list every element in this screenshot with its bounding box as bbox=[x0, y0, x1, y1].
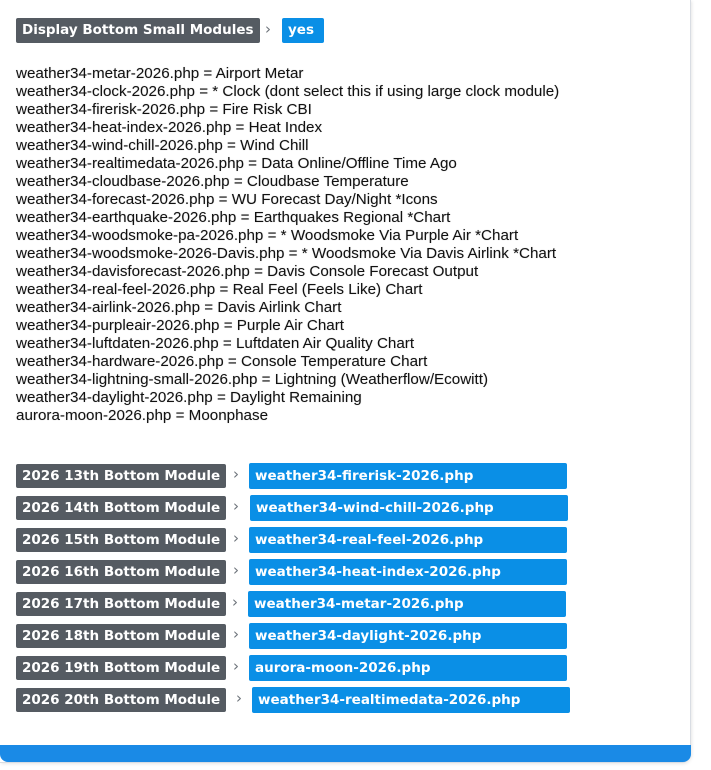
list-item: weather34-metar-2026.php = Airport Metar bbox=[16, 65, 304, 82]
list-item: weather34-heat-index-2026.php = Heat Index bbox=[16, 119, 323, 136]
list-item: weather34-purpleair-2026.php = Purple Air Chart bbox=[16, 317, 344, 334]
module-select[interactable]: weather34-daylight-2026.php bbox=[249, 623, 567, 649]
list-item: weather34-luftdaten-2026.php = Luftdaten Air Quality Chart bbox=[16, 335, 415, 352]
list-item: weather34-clock-2026.php = * Clock (dont select this if using large clock module) bbox=[16, 83, 560, 100]
list-item: weather34-real-feel-2026.php = Real Feel (Feels Like) Chart bbox=[16, 281, 423, 298]
module-label: 2026 16th Bottom Module bbox=[16, 560, 226, 584]
module-select[interactable]: weather34-heat-index-2026.php bbox=[249, 559, 567, 585]
module-label: 2026 17th Bottom Module bbox=[16, 592, 226, 616]
list-item: weather34-firerisk-2026.php = Fire Risk CBI bbox=[16, 101, 312, 118]
chevron-right-icon: › bbox=[233, 465, 239, 483]
list-item: weather34-woodsmoke-2026-Davis.php = * Woodsmoke Via Davis Airlink *Chart bbox=[16, 245, 557, 262]
module-label: 2026 19th Bottom Module bbox=[16, 656, 226, 680]
module-label: 2026 18th Bottom Module bbox=[16, 624, 226, 648]
footer-bar bbox=[0, 745, 691, 762]
chevron-right-icon: › bbox=[233, 625, 239, 643]
list-item: weather34-airlink-2026.php = Davis Airlink Chart bbox=[16, 299, 342, 316]
list-item: weather34-lightning-small-2026.php = Lightning (Weatherflow/Ecowitt) bbox=[16, 371, 489, 388]
list-item: weather34-earthquake-2026.php = Earthquakes Regional *Chart bbox=[16, 209, 451, 226]
module-label: 2026 15th Bottom Module bbox=[16, 528, 226, 552]
list-item: weather34-forecast-2026.php = WU Forecast Day/Night *Icons bbox=[16, 191, 438, 208]
list-item: weather34-wind-chill-2026.php = Wind Chill bbox=[16, 137, 309, 154]
chevron-right-icon: › bbox=[233, 561, 239, 579]
chevron-right-icon: › bbox=[233, 529, 239, 547]
chevron-right-icon: › bbox=[233, 497, 239, 515]
module-select[interactable]: weather34-wind-chill-2026.php bbox=[250, 495, 568, 521]
module-select[interactable]: weather34-realtimedata-2026.php bbox=[252, 687, 570, 713]
module-select[interactable]: weather34-firerisk-2026.php bbox=[249, 463, 567, 489]
chevron-right-icon: › bbox=[265, 20, 271, 38]
list-item: weather34-daylight-2026.php = Daylight Remaining bbox=[16, 389, 362, 406]
module-select[interactable]: weather34-real-feel-2026.php bbox=[249, 527, 567, 553]
list-item: aurora-moon-2026.php = Moonphase bbox=[16, 407, 269, 424]
chevron-right-icon: › bbox=[233, 657, 239, 675]
module-label: 2026 13th Bottom Module bbox=[16, 464, 226, 488]
chevron-right-icon: › bbox=[236, 689, 242, 707]
list-item: weather34-cloudbase-2026.php = Cloudbase Temperature bbox=[16, 173, 409, 190]
module-label: 2026 20th Bottom Module bbox=[16, 688, 226, 712]
module-options-list bbox=[16, 65, 559, 425]
display-bottom-modules-select[interactable]: yes bbox=[282, 18, 324, 43]
module-label: 2026 14th Bottom Module bbox=[16, 496, 226, 520]
module-select[interactable]: weather34-metar-2026.php bbox=[248, 591, 566, 617]
list-item: weather34-davisforecast-2026.php = Davis Console Forecast Output bbox=[16, 263, 479, 280]
chevron-right-icon: › bbox=[232, 593, 238, 611]
module-select[interactable]: aurora-moon-2026.php bbox=[249, 655, 567, 681]
list-item: weather34-hardware-2026.php = Console Temperature Chart bbox=[16, 353, 428, 370]
list-item: weather34-realtimedata-2026.php = Data Online/Offline Time Ago bbox=[16, 155, 457, 172]
list-item: weather34-woodsmoke-pa-2026.php = * Woodsmoke Via Purple Air *Chart bbox=[16, 227, 519, 244]
display-bottom-modules-label: Display Bottom Small Modules bbox=[16, 18, 260, 43]
